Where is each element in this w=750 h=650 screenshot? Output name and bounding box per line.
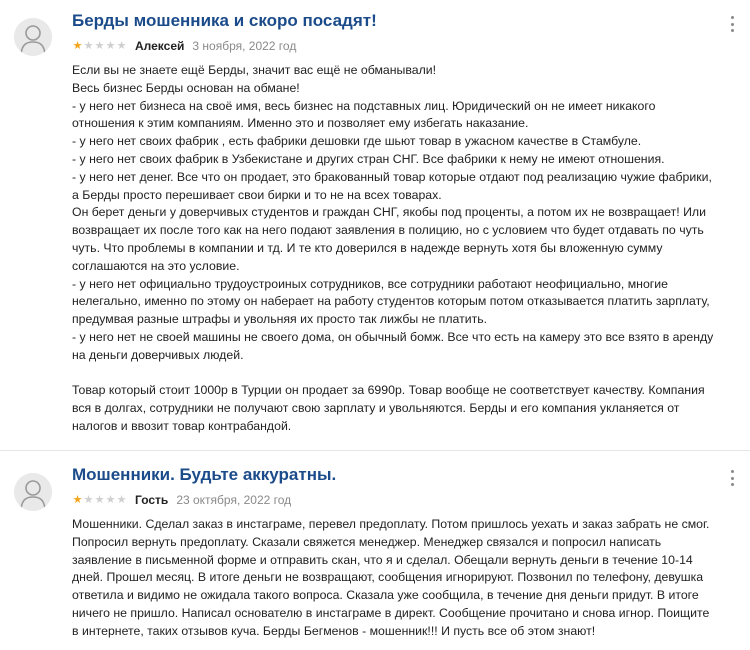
review-text-line: Попросил вернуть предоплату. Сказали свяжется менеджер. Менеджер связался и попросил написать bbox=[72, 534, 662, 549]
review-meta bbox=[72, 39, 296, 53]
more-options-icon[interactable] bbox=[724, 468, 740, 488]
review-text-line: Если вы не знаете ещё Берды, значит вас ещё не обманывали! bbox=[72, 63, 437, 77]
review-text-line: предумвая разные штрафы и увольняя их просто так лижбы не платить. bbox=[72, 312, 488, 327]
review-text-line bbox=[72, 365, 744, 383]
review-meta bbox=[72, 493, 291, 507]
review-date: 23 октября, 2022 год bbox=[176, 493, 292, 507]
author-name[interactable]: Алексей bbox=[135, 39, 185, 53]
review-text bbox=[72, 516, 744, 641]
star-empty-icon: ★ bbox=[83, 39, 94, 52]
review-text-line: на деньги доверчивых людей. bbox=[72, 347, 244, 362]
review-text-line: Мошенники. Сделал заказ в инстаграме, перевел предоплату. Потом пришлось уехать и заказ забрать не смог. bbox=[72, 517, 710, 531]
user-silhouette-icon bbox=[14, 473, 52, 511]
review-text-line: заявление в письменной форме и отправить скан, что я и сделал. Обещали вернуть деньги в течение 10-14 bbox=[72, 552, 693, 567]
review-title[interactable]: Берды мошенника и скоро посадят! bbox=[72, 11, 377, 30]
star-empty-icon: ★ bbox=[94, 493, 105, 506]
review-text-line: - у него нет не своей машины не своего дома, он обычный бомж. Все что есть на камеру это все взято в аренду bbox=[72, 329, 714, 344]
review-text-line: - у него нет бизнеса на своё имя, весь бизнес на подставных лиц. Юридический он не имеет никакого bbox=[72, 98, 656, 113]
review-text-line: чуть. Что проблемы в компании и тд. И те кто доверился в надежде вернуть хотя бы вложенную сумму bbox=[72, 240, 663, 255]
avatar bbox=[14, 473, 52, 511]
star-empty-icon: ★ bbox=[116, 493, 127, 506]
review-text-line: отношения к этим компаниям. Именно это и позволяет ему избегать наказание. bbox=[72, 116, 529, 131]
review-text-line: ответила и видимо не ожидала такого вопроса. Сказала уже сообщила, в течение дня деньги придут. В итоге bbox=[72, 588, 699, 603]
review-text-line: вся в долгах, сотрудники не получают свою зарплату и увольняются. Берды и его компания укланяется от bbox=[72, 401, 680, 416]
star-empty-icon: ★ bbox=[83, 493, 94, 506]
review-text-line: - у него нет официально трудоустроиных сотрудников, все сотрудники работают неофициально, многие bbox=[72, 276, 668, 291]
rating-stars bbox=[72, 41, 127, 52]
review-text-line: - у него нет своих фабрик в Узбекистане и других стран СНГ. Все фабрики к нему не имеют отношения. bbox=[72, 151, 665, 166]
star-filled-icon: ★ bbox=[72, 493, 83, 506]
star-empty-icon: ★ bbox=[116, 39, 127, 52]
review-text-line: соглашаются на это условие. bbox=[72, 258, 240, 273]
review-text-line: налогов и ввозит товар контрабандой. bbox=[72, 418, 292, 433]
star-empty-icon: ★ bbox=[94, 39, 105, 52]
rating-stars bbox=[72, 495, 127, 506]
review-text-line: возвращает их после того как на него подают заявления в полицию, но с условием что будет отдавать по чуть bbox=[72, 223, 704, 238]
review-text bbox=[72, 62, 744, 436]
review-text-line: дней. Прошел месяц. В итоге деньги не возвращают, сообщения игнорируют. Позвонил по телефону, девушка bbox=[72, 570, 704, 585]
review-text-line: ничего не пришло. Написал основателю в инстаграме в директ. Сообщение прочитано и снова игнор. Поищите bbox=[72, 605, 710, 620]
review-text-line: Он берет деньги у доверчивых студентов и граждан СНГ, якобы под проценты, а потом их не возвращает! Или bbox=[72, 205, 706, 220]
review-text-line: Товар который стоит 1000р в Турции он продает за 6990р. Товар вообще не соответствует качеству. Компания bbox=[72, 383, 705, 398]
review-text-line: нелегально, именно по этому он наберает на работу студентов которым потом отказывается платить зарплату, bbox=[72, 294, 710, 309]
user-silhouette-icon bbox=[14, 18, 52, 56]
avatar bbox=[14, 18, 52, 56]
review-text-line: в интернете, таких отзывов куча. Берды Бегменов - мошенник!!! И пусть все об этом знают! bbox=[72, 623, 596, 638]
author-name[interactable]: Гость bbox=[135, 493, 169, 507]
review-text-line: - у него нет своих фабрик , есть фабрики дешовки где шьют товар в ужасном качестве в Стамбуле. bbox=[72, 134, 642, 149]
review-text-line: Весь бизнес Берды основан на обмане! bbox=[72, 80, 300, 95]
star-filled-icon: ★ bbox=[72, 39, 83, 52]
review-text-line: а Берды просто перешивает свои бирки и то не на всех товарах. bbox=[72, 187, 442, 202]
review-card bbox=[0, 445, 750, 650]
review-title[interactable]: Мошенники. Будьте аккуратны. bbox=[72, 465, 337, 484]
star-empty-icon: ★ bbox=[105, 39, 116, 52]
review-date: 3 ноября, 2022 год bbox=[192, 39, 297, 53]
star-empty-icon: ★ bbox=[105, 493, 116, 506]
review-text-line: - у него нет денег. Все что он продает, это бракованный товар которые отдают под реализацию чужие фабрики, bbox=[72, 169, 712, 184]
more-options-icon[interactable] bbox=[724, 14, 740, 34]
